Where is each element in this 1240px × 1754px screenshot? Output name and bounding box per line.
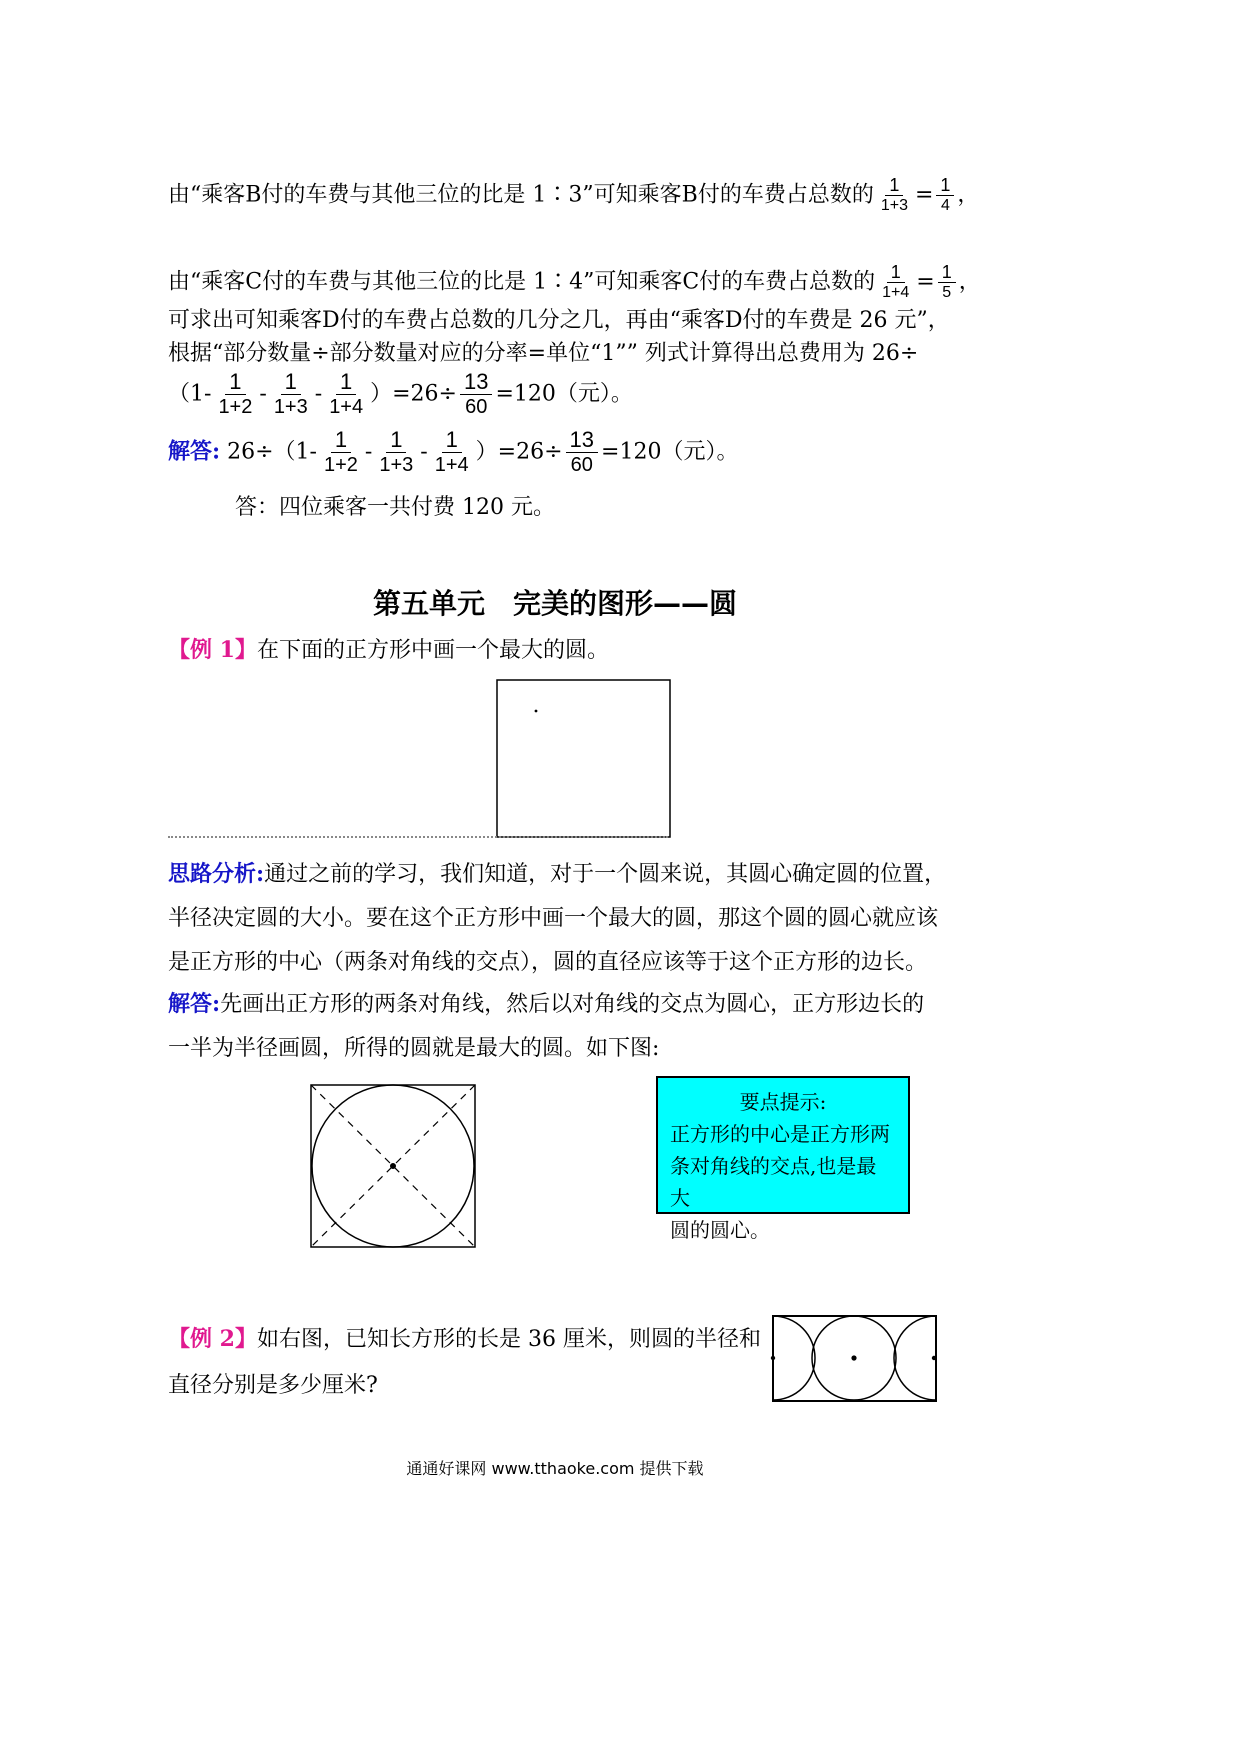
tip-title: 要点提示: xyxy=(739,1090,827,1114)
answer-label: 解答: xyxy=(168,438,221,465)
dotted-separator xyxy=(168,836,668,838)
line-formula-rule: 根据“部分数量÷部分数量对应的分率=单位“1”” 列式计算得出总费用为 26÷ xyxy=(168,341,919,366)
example-1: 【例 1】在下面的正方形中画一个最大的圆。 xyxy=(168,637,609,663)
line-passenger-d: 可求出可知乘客D付的车费占总数的几分之几，再由“乘客D付的车费是 26 元”， xyxy=(168,308,950,333)
ratio-line-b: 由“乘客B付的车费与其他三位的比是 1∶3”可知乘客B付的车费占总数的 $\frac{1}{1+3}$ = $\frac{1}{4}$ ， xyxy=(168,175,980,214)
example-2-label: 【例 2】 xyxy=(168,1326,257,1352)
fraction-13-over-60: $\frac{13}{60}$ xyxy=(460,370,492,419)
section-title: 第五单元 完美的图形——圆 xyxy=(372,587,737,620)
circle-in-square-figure xyxy=(306,1083,478,1251)
footer-text: 通通好课网 www.tthaoke.com 提供下载 xyxy=(406,1459,704,1478)
fraction-1-over-1plus2: $\frac{1}{1+2}$ xyxy=(218,369,253,418)
dot-mark xyxy=(535,710,538,713)
fraction-1-over-4: $\frac{1}{4}$ xyxy=(936,175,954,216)
left-semicircle xyxy=(773,1316,815,1400)
equation-line: （1- $\frac{1}{1+2}$ - $\frac{1}{1+3}$ - $\frac{1}{1+4}$ ）=26÷ $\frac{13}{60}$ =120（元）。 xyxy=(168,369,633,418)
fraction-1-over-1plus3: $\frac{1}{1+3}$ xyxy=(273,369,308,418)
square-outline xyxy=(497,680,670,837)
answer-fraction-1-over-1plus2: $\frac{1}{1+2}$ xyxy=(323,427,358,476)
right-center-dot xyxy=(932,1356,936,1360)
fraction-1-over-5: $\frac{1}{5}$ xyxy=(938,262,956,303)
analysis-label: 思路分析: xyxy=(168,861,265,887)
fraction-1-over-1plus4: $\frac{1}{1+4}$ xyxy=(329,369,364,418)
answer-fraction-1-over-1plus4: $\frac{1}{1+4}$ xyxy=(434,427,469,476)
solution-paragraph: 解答:先画出正方形的两条对角线，然后以对角线的交点为圆心，正方形边长的 一半为半径画圆，所得的圆就是最大的圆。如下图: xyxy=(168,991,925,1061)
rectangle-semicircles-figure xyxy=(768,1312,940,1404)
example-1-label: 【例 1】 xyxy=(168,637,257,663)
final-answer: 答：四位乘客一共付费 120 元。 xyxy=(235,495,555,520)
fraction-1-over-1plus3: $\frac{1}{1+3}$ xyxy=(880,175,908,214)
answer-fraction-13-over-60: $\frac{13}{60}$ xyxy=(566,428,598,477)
example-2: 【例 2】如右图，已知长方形的长是 36 厘米，则圆的半径和 直径分别是多少厘米? xyxy=(168,1326,761,1398)
empty-square-figure xyxy=(496,679,672,839)
tip-box: 要点提示: 正方形的中心是正方形两 条对角线的交点,也是最大 圆的圆心。 xyxy=(656,1076,910,1214)
answer-fraction-1-over-1plus3: $\frac{1}{1+3}$ xyxy=(379,427,414,476)
answer-equation-line: 解答: 26÷（1- $\frac{1}{1+2}$ - $\frac{1}{1+3}$ - $\frac{1}{1+4}$ ）=26÷ $\frac{13}{60}$ =120（元）。 xyxy=(168,427,739,476)
left-center-dot xyxy=(771,1356,775,1360)
circle-center-dot xyxy=(390,1163,396,1169)
analysis-paragraph: 思路分析:通过之前的学习，我们知道，对于一个圆来说，其圆心确定圆的位置， 半径决定圆的大小。要在这个正方形中画一个最大的圆，那这个圆的圆心就应该 是正方形的中心（两条对角线的交点），圆的直径应该等于这个正方形的边长。 xyxy=(168,861,947,975)
ratio-line-c: 由“乘客C付的车费与其他三位的比是 1∶4”可知乘客C付的车费占总数的 $\frac{1}{1+4}$ = $\frac{1}{5}$ ， xyxy=(168,262,981,301)
right-semicircle xyxy=(894,1316,936,1400)
fraction-1-over-1plus4: $\frac{1}{1+4}$ xyxy=(882,262,910,301)
middle-center-dot xyxy=(851,1355,856,1360)
solution-label: 解答: xyxy=(168,991,221,1017)
